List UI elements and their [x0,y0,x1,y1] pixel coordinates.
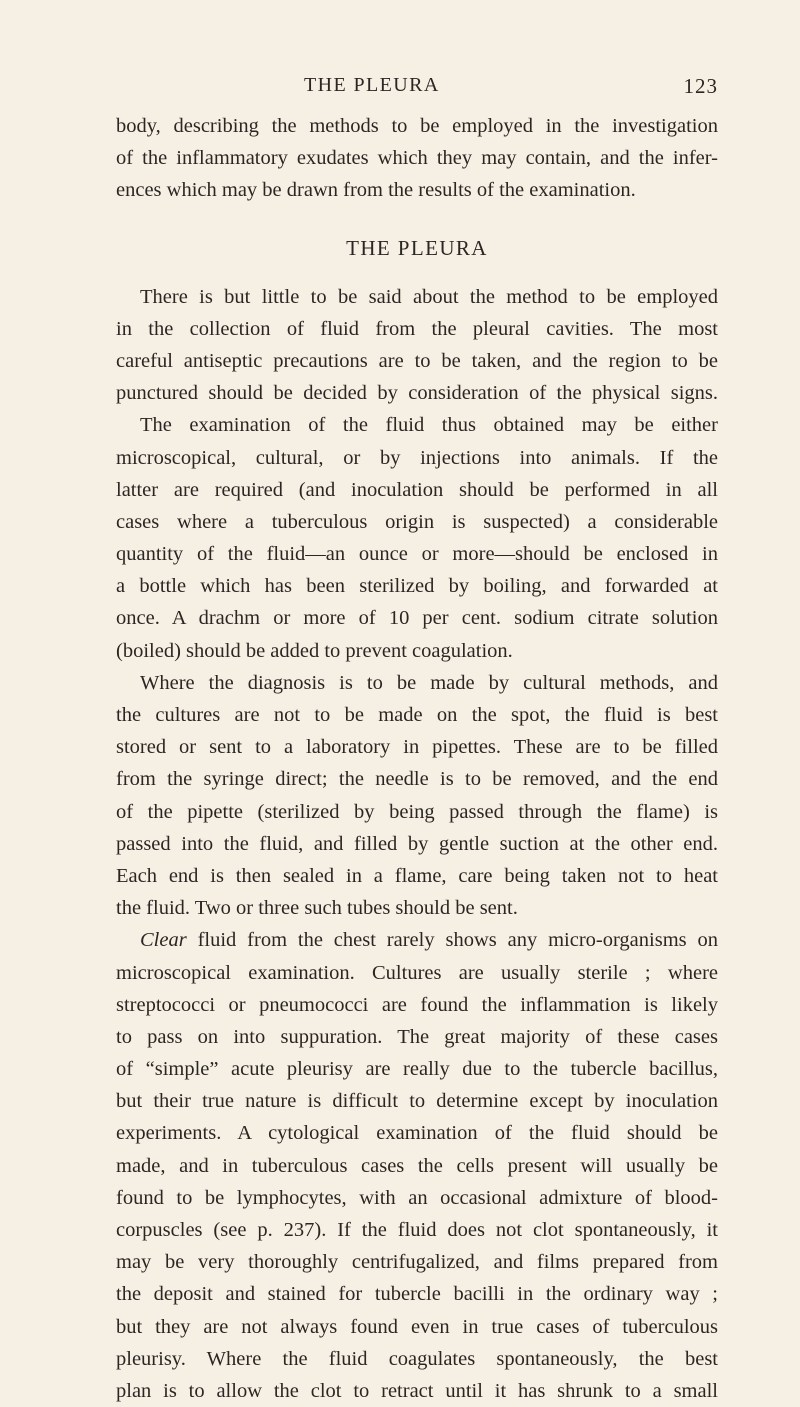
text-line: There is but little to be said about the method to be employed [140,285,718,308]
text-line: stored or sent to a laboratory in pipettes. These are to be filled [116,736,718,759]
text-line: Where the diagnosis is to be made by cultural methods, and [140,671,718,694]
text-line: body, describing the methods to be employed in the investigation [116,115,718,137]
text-line: from the syringe direct; the needle is to be removed, and the end [116,768,718,791]
text-line [116,924,718,956]
text-line: but their true nature is difficult to determine except by inoculation [116,1090,718,1113]
text-line: microscopical examination. Cultures are usually sterile ; where [116,961,718,984]
text-line: of the pipette (sterilized by being passed through the flame) is [116,800,718,823]
text-line: the deposit and stained for tubercle bacilli in the ordinary way ; [116,1283,718,1306]
text-line: punctured should be decided by consideration of the physical signs. [116,382,718,405]
text-line: careful antiseptic precautions are to be taken, and the region to be [116,349,718,372]
text-line: corpuscles (see p. 237). If the fluid does not clot spontaneously, it [116,1219,718,1241]
paragraph-clear-fluid [116,924,718,1407]
text-line: but they are not always found even in true cases of tuberculous [116,1315,718,1338]
intro-paragraph [116,110,718,207]
text-line: Each end is then sealed in a flame, care being taken not to heat [116,864,718,887]
running-head [118,74,718,106]
text-line: the cultures are not to be made on the spot, the fluid is best [116,704,718,726]
section-heading: THE PLEURA [346,235,488,260]
paragraph-collection [116,281,718,667]
text-line: a bottle which has been sterilized by boiling, and forwarded at [116,575,718,598]
text-line: of the inflammatory exudates which they may contain, and the infer- [116,147,718,170]
text-line: experiments. A cytological examination of the fluid should be [116,1122,718,1145]
text-line: found to be lymphocytes, with an occasional admixture of blood- [116,1186,718,1209]
text-line: in the collection of fluid from the pleural cavities. The most [116,317,718,340]
text-line: the fluid. Two or three such tubes should be sent. [116,897,518,920]
text-line-rest: fluid from the chest rarely shows any micro-organisms on [186,929,718,952]
text-line: passed into the fluid, and filled by gentle suction at the other end. [116,832,718,855]
text-line: latter are required (and inoculation should be performed in all [116,478,718,501]
text-line: streptococci or pneumococci are found the inflammation is likely [116,993,718,1016]
page-number: 123 [683,74,718,98]
text-line: The examination of the fluid thus obtained may be either [140,414,718,437]
text-line: of “simple” acute pleurisy are really due to the tubercle bacillus, [116,1058,718,1081]
text-line: plan is to allow the clot to retract until it has shrunk to a small [116,1379,718,1402]
text-line: ences which may be drawn from the results of the examination. [116,179,636,202]
text-line: pleurisy. Where the fluid coagulates spontaneously, the best [116,1347,718,1370]
text-line: once. A drachm or more of 10 per cent. sodium citrate solution [116,607,718,630]
body-text [116,110,718,1407]
italic-term: Clear [140,929,187,952]
text-line: quantity of the fluid—an ounce or more—should be enclosed in [116,543,718,566]
text-line: (boiled) should be added to prevent coagulation. [116,639,513,662]
text-line: may be very thoroughly centrifugalized, and films prepared from [116,1251,718,1274]
text-line: made, and in tuberculous cases the cells present will usually be [116,1154,718,1177]
text-line: microscopical, cultural, or by injections into animals. If the [116,446,718,469]
text-line: cases where a tuberculous origin is suspected) a considerable [116,510,718,533]
text-line: to pass on into suppuration. The great majority of these cases [116,1025,718,1048]
paragraph-pipettes [116,667,718,925]
running-title: THE PLEURA [304,74,440,96]
